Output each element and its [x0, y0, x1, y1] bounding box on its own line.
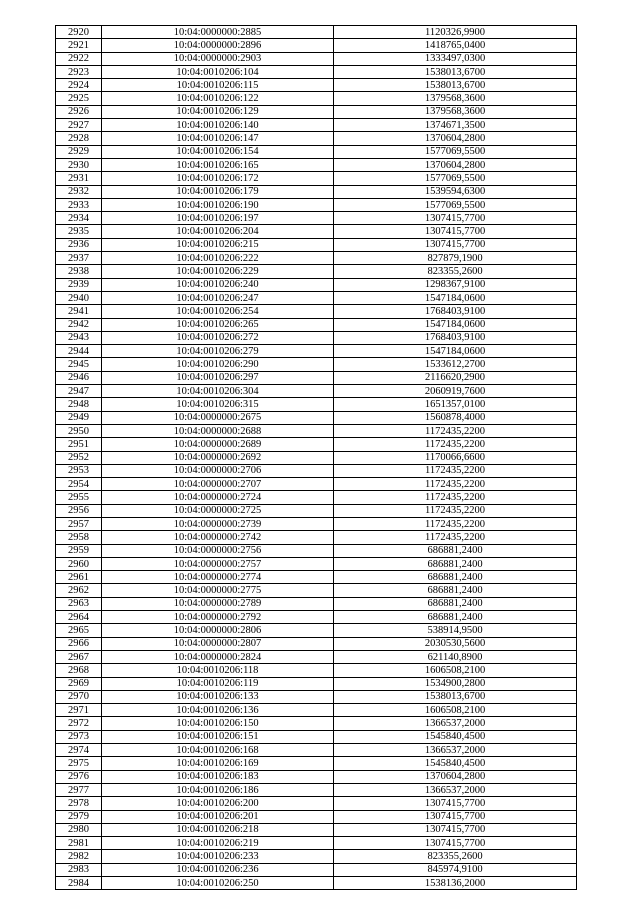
cadastral-value-cell: 621140,8900: [334, 650, 577, 663]
row-number-cell: 2979: [56, 810, 102, 823]
cadastral-number-cell: 10:04:0010206:201: [102, 810, 334, 823]
row-number-cell: 2981: [56, 837, 102, 850]
cadastral-value-cell: 1307415,7700: [334, 837, 577, 850]
table-row: [56, 451, 577, 464]
row-number-cell: 2946: [56, 371, 102, 384]
cadastral-number-cell: 10:04:0010206:168: [102, 744, 334, 757]
row-number-cell: 2949: [56, 411, 102, 424]
row-number-cell: 2927: [56, 119, 102, 132]
row-number-cell: 2964: [56, 611, 102, 624]
row-number-cell: 2972: [56, 717, 102, 730]
table-row: [56, 265, 577, 278]
row-number-cell: 2968: [56, 664, 102, 677]
cadastral-number-cell: 10:04:0000000:2757: [102, 557, 334, 570]
cadastral-number-cell: 10:04:0010206:118: [102, 664, 334, 677]
table-row: [56, 119, 577, 132]
cadastral-number-cell: 10:04:0010206:186: [102, 783, 334, 796]
row-number-cell: 2945: [56, 358, 102, 371]
table-row: [56, 52, 577, 65]
cadastral-value-cell: 2030530,5600: [334, 637, 577, 650]
cadastral-number-cell: 10:04:0010206:279: [102, 345, 334, 358]
table-row: [56, 278, 577, 291]
row-number-cell: 2940: [56, 291, 102, 304]
row-number-cell: 2969: [56, 677, 102, 690]
cadastral-value-cell: 823355,2600: [334, 265, 577, 278]
cadastral-value-cell: 1379568,3600: [334, 92, 577, 105]
cadastral-number-cell: 10:04:0010206:122: [102, 92, 334, 105]
cadastral-number-cell: 10:04:0010206:147: [102, 132, 334, 145]
cadastral-value-cell: 1370604,2800: [334, 770, 577, 783]
row-number-cell: 2957: [56, 517, 102, 530]
cadastral-number-cell: 10:04:0010206:240: [102, 278, 334, 291]
row-number-cell: 2966: [56, 637, 102, 650]
table-row: [56, 597, 577, 610]
cadastral-value-cell: 1307415,7700: [334, 225, 577, 238]
table-row: [56, 145, 577, 158]
cadastral-value-cell: 1606508,2100: [334, 704, 577, 717]
cadastral-number-cell: 10:04:0010206:104: [102, 65, 334, 78]
cadastral-value-cell: 1547184,0600: [334, 345, 577, 358]
cadastral-value-cell: 845974,9100: [334, 863, 577, 876]
cadastral-number-cell: 10:04:0010206:172: [102, 172, 334, 185]
cadastral-value-cell: 1547184,0600: [334, 291, 577, 304]
row-number-cell: 2922: [56, 52, 102, 65]
table-row: [56, 252, 577, 265]
row-number-cell: 2953: [56, 464, 102, 477]
row-number-cell: 2965: [56, 624, 102, 637]
cadastral-number-cell: 10:04:0000000:2689: [102, 438, 334, 451]
table-row: [56, 783, 577, 796]
table-row: [56, 863, 577, 876]
table-row: [56, 225, 577, 238]
cadastral-value-cell: 1307415,7700: [334, 823, 577, 836]
row-number-cell: 2960: [56, 557, 102, 570]
cadastral-value-cell: 1533612,2700: [334, 358, 577, 371]
cadastral-value-cell: 538914,9500: [334, 624, 577, 637]
cadastral-value-cell: 2116620,2900: [334, 371, 577, 384]
table-row: [56, 770, 577, 783]
cadastral-value-cell: 1172435,2200: [334, 504, 577, 517]
table-row: [56, 438, 577, 451]
table-row: [56, 797, 577, 810]
table-row: [56, 757, 577, 770]
cadastral-value-cell: 686881,2400: [334, 571, 577, 584]
cadastral-number-cell: 10:04:0010206:233: [102, 850, 334, 863]
cadastral-value-cell: 1370604,2800: [334, 158, 577, 171]
table-row: [56, 504, 577, 517]
cadastral-value-cell: 1172435,2200: [334, 478, 577, 491]
table-row: [56, 837, 577, 850]
table-row: [56, 664, 577, 677]
row-number-cell: 2926: [56, 105, 102, 118]
cadastral-value-cell: 686881,2400: [334, 557, 577, 570]
cadastral-value-cell: 686881,2400: [334, 597, 577, 610]
row-number-cell: 2958: [56, 531, 102, 544]
table-row: [56, 172, 577, 185]
cadastral-number-cell: 10:04:0010206:150: [102, 717, 334, 730]
cadastral-value-cell: 1366537,2000: [334, 717, 577, 730]
row-number-cell: 2941: [56, 305, 102, 318]
cadastral-number-cell: 10:04:0000000:2775: [102, 584, 334, 597]
cadastral-number-cell: 10:04:0000000:2707: [102, 478, 334, 491]
table-row: [56, 26, 577, 39]
cadastral-number-cell: 10:04:0000000:2806: [102, 624, 334, 637]
cadastral-value-cell: 1768403,9100: [334, 305, 577, 318]
cadastral-number-cell: 10:04:0010206:297: [102, 371, 334, 384]
row-number-cell: 2937: [56, 252, 102, 265]
table-row: [56, 571, 577, 584]
row-number-cell: 2967: [56, 650, 102, 663]
table-row: [56, 531, 577, 544]
row-number-cell: 2929: [56, 145, 102, 158]
cadastral-number-cell: 10:04:0000000:2824: [102, 650, 334, 663]
cadastral-number-cell: 10:04:0010206:265: [102, 318, 334, 331]
table-row: [56, 877, 577, 890]
cadastral-number-cell: 10:04:0010206:250: [102, 877, 334, 890]
cadastral-value-cell: 686881,2400: [334, 611, 577, 624]
table-row: [56, 717, 577, 730]
row-number-cell: 2973: [56, 730, 102, 743]
row-number-cell: 2963: [56, 597, 102, 610]
table-row: [56, 690, 577, 703]
row-number-cell: 2962: [56, 584, 102, 597]
cadastral-value-cell: 1538136,2000: [334, 877, 577, 890]
cadastral-value-cell: 1539594,6300: [334, 185, 577, 198]
row-number-cell: 2955: [56, 491, 102, 504]
table-row: [56, 491, 577, 504]
row-number-cell: 2978: [56, 797, 102, 810]
row-number-cell: 2933: [56, 198, 102, 211]
cadastral-value-cell: 1560878,4000: [334, 411, 577, 424]
cadastral-value-cell: 1307415,7700: [334, 212, 577, 225]
cadastral-number-cell: 10:04:0010206:272: [102, 331, 334, 344]
row-number-cell: 2925: [56, 92, 102, 105]
table-row: [56, 650, 577, 663]
table-row: [56, 158, 577, 171]
cadastral-number-cell: 10:04:0010206:254: [102, 305, 334, 318]
table-row: [56, 704, 577, 717]
table-row: [56, 39, 577, 52]
cadastral-number-cell: 10:04:0010206:315: [102, 398, 334, 411]
table-row: [56, 305, 577, 318]
cadastral-number-cell: 10:04:0010206:115: [102, 79, 334, 92]
cadastral-number-cell: 10:04:0000000:2706: [102, 464, 334, 477]
row-number-cell: 2950: [56, 424, 102, 437]
cadastral-value-cell: 686881,2400: [334, 544, 577, 557]
row-number-cell: 2932: [56, 185, 102, 198]
cadastral-value-cell: 823355,2600: [334, 850, 577, 863]
cadastral-number-cell: 10:04:0010206:169: [102, 757, 334, 770]
row-number-cell: 2961: [56, 571, 102, 584]
cadastral-value-cell: 1366537,2000: [334, 783, 577, 796]
table-row: [56, 637, 577, 650]
table-row: [56, 478, 577, 491]
cadastral-number-cell: 10:04:0000000:2675: [102, 411, 334, 424]
row-number-cell: 2977: [56, 783, 102, 796]
cadastral-value-cell: 1577069,5500: [334, 172, 577, 185]
cadastral-number-cell: 10:04:0010206:222: [102, 252, 334, 265]
cadastral-number-cell: 10:04:0010206:219: [102, 837, 334, 850]
cadastral-value-cell: 1534900,2800: [334, 677, 577, 690]
table-row: [56, 677, 577, 690]
cadastral-value-cell: 827879,1900: [334, 252, 577, 265]
cadastral-value-cell: 1172435,2200: [334, 464, 577, 477]
cadastral-value-cell: 1379568,3600: [334, 105, 577, 118]
cadastral-value-cell: 1172435,2200: [334, 424, 577, 437]
table-row: [56, 132, 577, 145]
cadastral-value-cell: 1538013,6700: [334, 65, 577, 78]
cadastral-value-cell: 1577069,5500: [334, 198, 577, 211]
cadastral-value-cell: 1172435,2200: [334, 491, 577, 504]
cadastral-number-cell: 10:04:0010206:236: [102, 863, 334, 876]
table-row: [56, 411, 577, 424]
row-number-cell: 2954: [56, 478, 102, 491]
cadastral-value-cell: 1374671,3500: [334, 119, 577, 132]
cadastral-value-cell: 1545840,4500: [334, 757, 577, 770]
cadastral-value-cell: 1768403,9100: [334, 331, 577, 344]
cadastral-number-cell: 10:04:0010206:304: [102, 385, 334, 398]
cadastral-number-cell: 10:04:0000000:2742: [102, 531, 334, 544]
table-row: [56, 212, 577, 225]
cadastral-number-cell: 10:04:0010206:179: [102, 185, 334, 198]
row-number-cell: 2923: [56, 65, 102, 78]
cadastral-number-cell: 10:04:0010206:129: [102, 105, 334, 118]
cadastral-number-cell: 10:04:0000000:2756: [102, 544, 334, 557]
table-row: [56, 385, 577, 398]
row-number-cell: 2970: [56, 690, 102, 703]
cadastral-value-cell: 1547184,0600: [334, 318, 577, 331]
row-number-cell: 2938: [56, 265, 102, 278]
table-row: [56, 185, 577, 198]
cadastral-number-cell: 10:04:0000000:2885: [102, 26, 334, 39]
cadastral-number-cell: 10:04:0010206:204: [102, 225, 334, 238]
table-row: [56, 291, 577, 304]
cadastral-value-cell: 1307415,7700: [334, 810, 577, 823]
cadastral-number-cell: 10:04:0000000:2688: [102, 424, 334, 437]
cadastral-value-cell: 1172435,2200: [334, 531, 577, 544]
table-row: [56, 557, 577, 570]
cadastral-number-cell: 10:04:0010206:154: [102, 145, 334, 158]
row-number-cell: 2974: [56, 744, 102, 757]
table-row: [56, 398, 577, 411]
cadastral-number-cell: 10:04:0000000:2807: [102, 637, 334, 650]
row-number-cell: 2934: [56, 212, 102, 225]
cadastral-number-cell: 10:04:0010206:200: [102, 797, 334, 810]
cadastral-value-table: [55, 25, 577, 890]
table-row: [56, 65, 577, 78]
cadastral-number-cell: 10:04:0010206:197: [102, 212, 334, 225]
cadastral-number-cell: 10:04:0000000:2725: [102, 504, 334, 517]
cadastral-value-cell: 1298367,9100: [334, 278, 577, 291]
row-number-cell: 2982: [56, 850, 102, 863]
cadastral-value-cell: 686881,2400: [334, 584, 577, 597]
cadastral-number-cell: 10:04:0010206:215: [102, 238, 334, 251]
table-row: [56, 744, 577, 757]
cadastral-value-cell: 1538013,6700: [334, 690, 577, 703]
row-number-cell: 2976: [56, 770, 102, 783]
row-number-cell: 2939: [56, 278, 102, 291]
cadastral-value-cell: 1366537,2000: [334, 744, 577, 757]
table-body: [56, 26, 577, 890]
cadastral-number-cell: 10:04:0000000:2903: [102, 52, 334, 65]
table-row: [56, 810, 577, 823]
row-number-cell: 2983: [56, 863, 102, 876]
row-number-cell: 2944: [56, 345, 102, 358]
cadastral-value-cell: 1577069,5500: [334, 145, 577, 158]
cadastral-number-cell: 10:04:0010206:218: [102, 823, 334, 836]
table-row: [56, 318, 577, 331]
row-number-cell: 2980: [56, 823, 102, 836]
row-number-cell: 2947: [56, 385, 102, 398]
cadastral-value-cell: 1538013,6700: [334, 79, 577, 92]
table-row: [56, 584, 577, 597]
table-row: [56, 345, 577, 358]
row-number-cell: 2959: [56, 544, 102, 557]
table-row: [56, 358, 577, 371]
cadastral-number-cell: 10:04:0000000:2774: [102, 571, 334, 584]
cadastral-number-cell: 10:04:0000000:2896: [102, 39, 334, 52]
cadastral-value-cell: 1307415,7700: [334, 238, 577, 251]
cadastral-value-cell: 1172435,2200: [334, 517, 577, 530]
table-row: [56, 611, 577, 624]
table-row: [56, 92, 577, 105]
cadastral-number-cell: 10:04:0000000:2792: [102, 611, 334, 624]
cadastral-number-cell: 10:04:0010206:290: [102, 358, 334, 371]
cadastral-value-cell: 1307415,7700: [334, 797, 577, 810]
cadastral-value-cell: 1651357,0100: [334, 398, 577, 411]
cadastral-value-cell: 1120326,9900: [334, 26, 577, 39]
table-row: [56, 424, 577, 437]
row-number-cell: 2952: [56, 451, 102, 464]
row-number-cell: 2921: [56, 39, 102, 52]
cadastral-value-cell: 2060919,7600: [334, 385, 577, 398]
cadastral-number-cell: 10:04:0010206:140: [102, 119, 334, 132]
row-number-cell: 2920: [56, 26, 102, 39]
row-number-cell: 2936: [56, 238, 102, 251]
table-row: [56, 464, 577, 477]
cadastral-number-cell: 10:04:0000000:2789: [102, 597, 334, 610]
cadastral-number-cell: 10:04:0010206:136: [102, 704, 334, 717]
cadastral-value-cell: 1606508,2100: [334, 664, 577, 677]
table-row: [56, 331, 577, 344]
cadastral-value-cell: 1333497,0300: [334, 52, 577, 65]
cadastral-number-cell: 10:04:0010206:190: [102, 198, 334, 211]
row-number-cell: 2948: [56, 398, 102, 411]
row-number-cell: 2930: [56, 158, 102, 171]
table-row: [56, 238, 577, 251]
table-row: [56, 517, 577, 530]
row-number-cell: 2971: [56, 704, 102, 717]
cadastral-value-cell: 1370604,2800: [334, 132, 577, 145]
row-number-cell: 2943: [56, 331, 102, 344]
cadastral-number-cell: 10:04:0010206:247: [102, 291, 334, 304]
row-number-cell: 2984: [56, 877, 102, 890]
cadastral-value-cell: 1172435,2200: [334, 438, 577, 451]
cadastral-value-cell: 1170066,6600: [334, 451, 577, 464]
table-row: [56, 544, 577, 557]
table-row: [56, 371, 577, 384]
table-row: [56, 105, 577, 118]
table-row: [56, 624, 577, 637]
cadastral-number-cell: 10:04:0000000:2724: [102, 491, 334, 504]
cadastral-number-cell: 10:04:0010206:183: [102, 770, 334, 783]
row-number-cell: 2956: [56, 504, 102, 517]
cadastral-number-cell: 10:04:0010206:133: [102, 690, 334, 703]
cadastral-value-cell: 1418765,0400: [334, 39, 577, 52]
row-number-cell: 2942: [56, 318, 102, 331]
table-row: [56, 850, 577, 863]
table-row: [56, 823, 577, 836]
row-number-cell: 2935: [56, 225, 102, 238]
table-row: [56, 79, 577, 92]
table-row: [56, 198, 577, 211]
cadastral-value-cell: 1545840,4500: [334, 730, 577, 743]
row-number-cell: 2931: [56, 172, 102, 185]
cadastral-number-cell: 10:04:0000000:2692: [102, 451, 334, 464]
cadastral-number-cell: 10:04:0010206:119: [102, 677, 334, 690]
cadastral-number-cell: 10:04:0000000:2739: [102, 517, 334, 530]
table-row: [56, 730, 577, 743]
cadastral-number-cell: 10:04:0010206:229: [102, 265, 334, 278]
row-number-cell: 2924: [56, 79, 102, 92]
row-number-cell: 2928: [56, 132, 102, 145]
row-number-cell: 2975: [56, 757, 102, 770]
cadastral-number-cell: 10:04:0010206:165: [102, 158, 334, 171]
row-number-cell: 2951: [56, 438, 102, 451]
cadastral-number-cell: 10:04:0010206:151: [102, 730, 334, 743]
